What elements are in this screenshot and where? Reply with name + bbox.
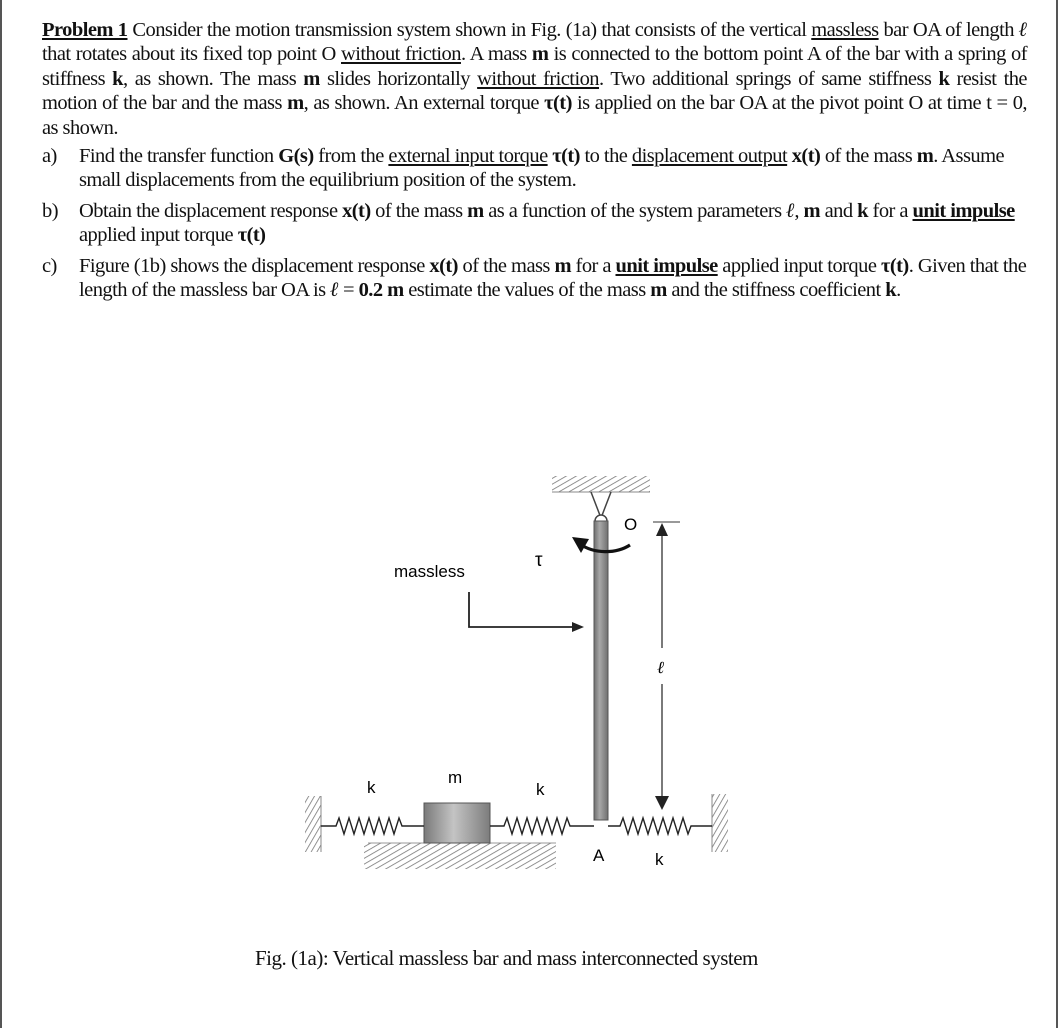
massless-pointer bbox=[469, 592, 574, 627]
ceiling-ground bbox=[552, 476, 650, 492]
left-wall bbox=[305, 796, 321, 852]
problem-intro: Problem 1 Consider the motion transmission system shown in Fig. (1a) that consists of the vertical massless bar OA of length ℓ that rotates about its fixed top point O without friction. A mass m is connected to the bottom point A of the bar with a spring of stiffness k, as shown. The mass m slides horizontally without friction. Two additional springs of same stiffness k resist the motion of the bar and the mass m, as shown. An external torque τ(t) is applied on the bar OA at the pivot point O at time t = 0, as shown. bbox=[42, 19, 1028, 139]
label-O: O bbox=[624, 515, 638, 534]
right-wall bbox=[712, 794, 728, 852]
spring-middle bbox=[490, 818, 594, 834]
question-b: b) Obtain the displacement response x(t) of the mass m as a function of the system parameters ℓ, m and k for a unit impulse applied input torque τ(t) bbox=[42, 199, 1015, 247]
spring-left bbox=[321, 818, 424, 834]
floor-ground bbox=[364, 843, 556, 869]
mass-block bbox=[424, 803, 490, 843]
label-k-middle: k bbox=[536, 780, 545, 799]
problem-title: Problem 1 bbox=[42, 19, 128, 41]
label-k-right: k bbox=[655, 850, 664, 869]
label-m: m bbox=[448, 768, 463, 787]
spring-right bbox=[608, 818, 712, 834]
label-A: A bbox=[593, 846, 605, 865]
label-massless: massless bbox=[394, 562, 465, 581]
question-b-marker: b) bbox=[42, 199, 58, 222]
bar-OA bbox=[594, 521, 608, 820]
question-c: c) Figure (1b) shows the displacement response x(t) of the mass m for a unit impulse applied input torque τ(t). Given that the length of the massless bar OA is ℓ = 0.2 m estimate the values of the mass m and the stiffness coefficient k. bbox=[42, 254, 1027, 302]
question-a-marker: a) bbox=[42, 145, 57, 168]
torque-arrowhead bbox=[572, 537, 589, 553]
label-tau: τ bbox=[535, 550, 543, 571]
label-k-left: k bbox=[367, 778, 376, 797]
massless-pointer-head bbox=[572, 622, 584, 632]
figure-caption: Fig. (1a): Vertical massless bar and mass interconnected system bbox=[255, 946, 758, 970]
label-l: ℓ bbox=[657, 658, 665, 678]
dim-arrow-top bbox=[656, 523, 668, 536]
pivot-bracket bbox=[591, 492, 611, 518]
question-a: a) Find the transfer function G(s) from the external input torque τ(t) to the displacement output x(t) of the mass m. Assume small displacements from the equilibrium position of the system. bbox=[42, 145, 1005, 192]
dim-arrow-bottom bbox=[655, 796, 669, 810]
question-c-marker: c) bbox=[42, 254, 57, 277]
